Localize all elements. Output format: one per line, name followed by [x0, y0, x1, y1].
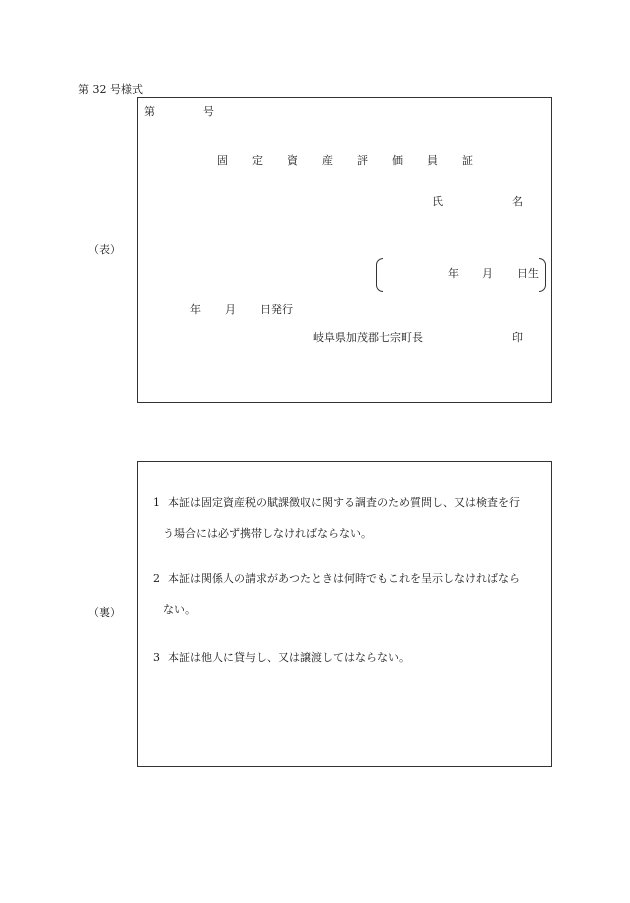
- issuer-name: 岐阜県加茂郡七宗町長: [313, 331, 423, 344]
- back-item-2-cont: ない。: [163, 603, 196, 616]
- title-char: 員: [427, 154, 438, 167]
- certificate-number-suffix: 号: [203, 105, 214, 118]
- back-item-line1: 本証は他人に貸与し、又は譲渡してはならない。: [168, 651, 410, 664]
- front-side-label: （表）: [88, 243, 121, 256]
- issue-year-label: 年: [190, 303, 201, 316]
- name-label-first: 氏: [432, 195, 443, 208]
- birthdate-bracket-left: [376, 258, 383, 292]
- back-item-number: 2: [153, 572, 160, 585]
- form-number: 第 32 号様式: [78, 83, 143, 96]
- back-item-number: 1: [153, 496, 160, 509]
- back-item-line1: 本証は関係人の請求があつたときは何時でもこれを呈示しなければなら: [168, 572, 520, 585]
- seal-mark: 印: [512, 331, 523, 344]
- back-side-label: （裏）: [88, 606, 121, 619]
- back-item-line1: 本証は固定資産税の賦課徴収に関する調査のため質問し、又は検査を行: [168, 496, 520, 509]
- back-item-2: [153, 573, 548, 584]
- certificate-number-prefix: 第: [144, 105, 155, 118]
- title-char: 証: [462, 154, 473, 167]
- back-item-1: [153, 497, 548, 508]
- title-char: 価: [392, 154, 403, 167]
- title-char: 固: [217, 154, 228, 167]
- birthdate-bracket-right: [539, 258, 546, 292]
- title-char: 定: [252, 154, 263, 167]
- title-char: 産: [322, 154, 333, 167]
- title-char: 資: [287, 154, 298, 167]
- issue-month-label: 月: [225, 303, 236, 316]
- issue-day-label: 日発行: [260, 303, 293, 316]
- birth-month-label: 月: [482, 267, 493, 280]
- name-label-second: 名: [512, 195, 523, 208]
- back-item-3: [153, 652, 548, 663]
- back-item-1-cont: う場合には必ず携帯しなければならない。: [163, 527, 372, 540]
- back-item-number: 3: [153, 651, 160, 664]
- birth-day-label: 日生: [517, 267, 539, 280]
- title-char: 評: [357, 154, 368, 167]
- front-card: [137, 97, 552, 403]
- birth-year-label: 年: [448, 267, 459, 280]
